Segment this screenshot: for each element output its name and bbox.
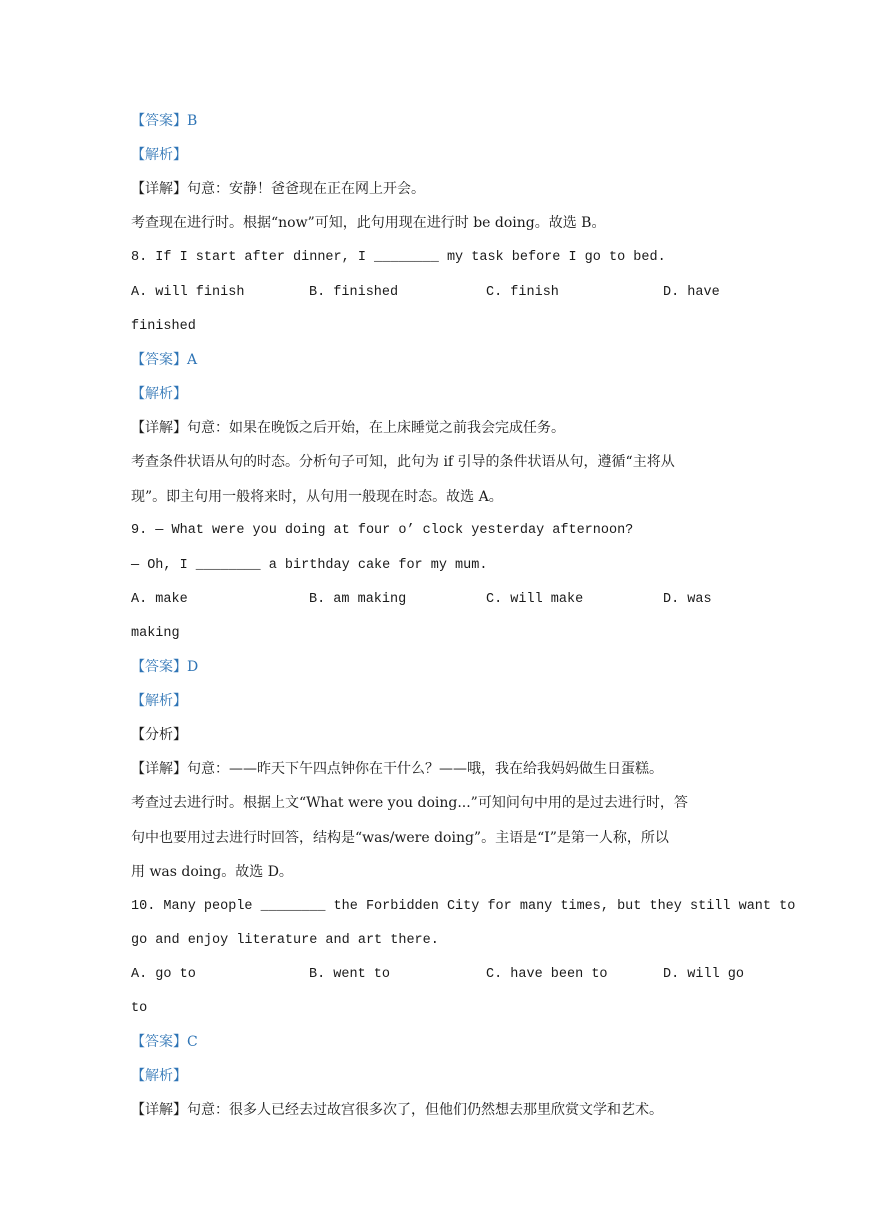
options-q10	[131, 965, 745, 985]
option-d-continued: making	[131, 626, 180, 641]
explanation-q9-line2: 句中也要用过去进行时回答，结构是“was/were doing”。主语是“I”是第一人称，所以	[131, 830, 669, 846]
detail-q8: 【详解】句意：如果在晚饭之后开始，在上床睡觉之前我会完成任务。	[131, 420, 565, 436]
analysis-label-q10: 【解析】	[131, 1068, 187, 1084]
option-c: C. have been to	[486, 967, 608, 982]
detail-q9: 【详解】句意：——昨天下午四点钟你在干什么？——哦，我在给我妈妈做生日蛋糕。	[131, 761, 663, 777]
explanation-q9-line1: 考查过去进行时。根据上文“What were you doing...”可知问句中用的是过去进行时，答	[131, 795, 688, 811]
question-10-line1: 10. Many people ________ the Forbidden City for many times, but they still want to	[131, 899, 796, 914]
answer-label-q10: 【答案】C	[131, 1034, 198, 1050]
option-d: D. will go	[663, 967, 745, 982]
answer-label-q8: 【答案】A	[131, 352, 198, 368]
explanation-q8-line2: 现”。即主句用一般将来时，从句用一般现在时态。故选 A。	[131, 489, 503, 505]
options-q9	[131, 590, 741, 610]
detail-q10: 【详解】句意：很多人已经去过故宫很多次了，但他们仍然想去那里欣赏文学和艺术。	[131, 1102, 663, 1118]
option-a: A. go to	[131, 967, 196, 982]
explanation-q7: 考查现在进行时。根据“now”可知，此句用现在进行时 be doing。故选 B。	[131, 215, 606, 231]
analysis-heading-q9: 【分析】	[131, 727, 187, 743]
option-b: B. finished	[309, 285, 399, 300]
question-8: 8. If I start after dinner, I ________ my task before I go to bed.	[131, 250, 666, 265]
option-a: A. make	[131, 592, 188, 607]
question-9-line2: — Oh, I ________ a birthday cake for my mum.	[131, 558, 488, 573]
option-c: C. finish	[486, 285, 559, 300]
option-d: D. have	[663, 285, 720, 300]
question-10-line2: go and enjoy literature and art there.	[131, 933, 439, 948]
answer-label-q7: 【答案】B	[131, 113, 198, 129]
option-d-continued: finished	[131, 319, 196, 334]
explanation-q9-line3: 用 was doing。故选 D。	[131, 864, 293, 880]
answer-label-q9: 【答案】D	[131, 659, 199, 675]
analysis-label-q9: 【解析】	[131, 693, 187, 709]
options-q8	[131, 283, 741, 303]
analysis-label-q8: 【解析】	[131, 386, 187, 402]
detail-q7: 【详解】句意：安静！爸爸现在正在网上开会。	[131, 181, 425, 197]
option-a: A. will finish	[131, 285, 245, 300]
option-d: D. was	[663, 592, 712, 607]
option-b: B. am making	[309, 592, 407, 607]
analysis-label-q7: 【解析】	[131, 147, 187, 163]
option-d-continued: to	[131, 1001, 148, 1016]
question-9-line1: 9. — What were you doing at four o’ clock yesterday afternoon?	[131, 523, 634, 538]
explanation-q8-line1: 考查条件状语从句的时态。分析句子可知，此句为 if 引导的条件状语从句，遵循“主将从	[131, 454, 675, 470]
option-c: C. will make	[486, 592, 584, 607]
option-b: B. went to	[309, 967, 391, 982]
